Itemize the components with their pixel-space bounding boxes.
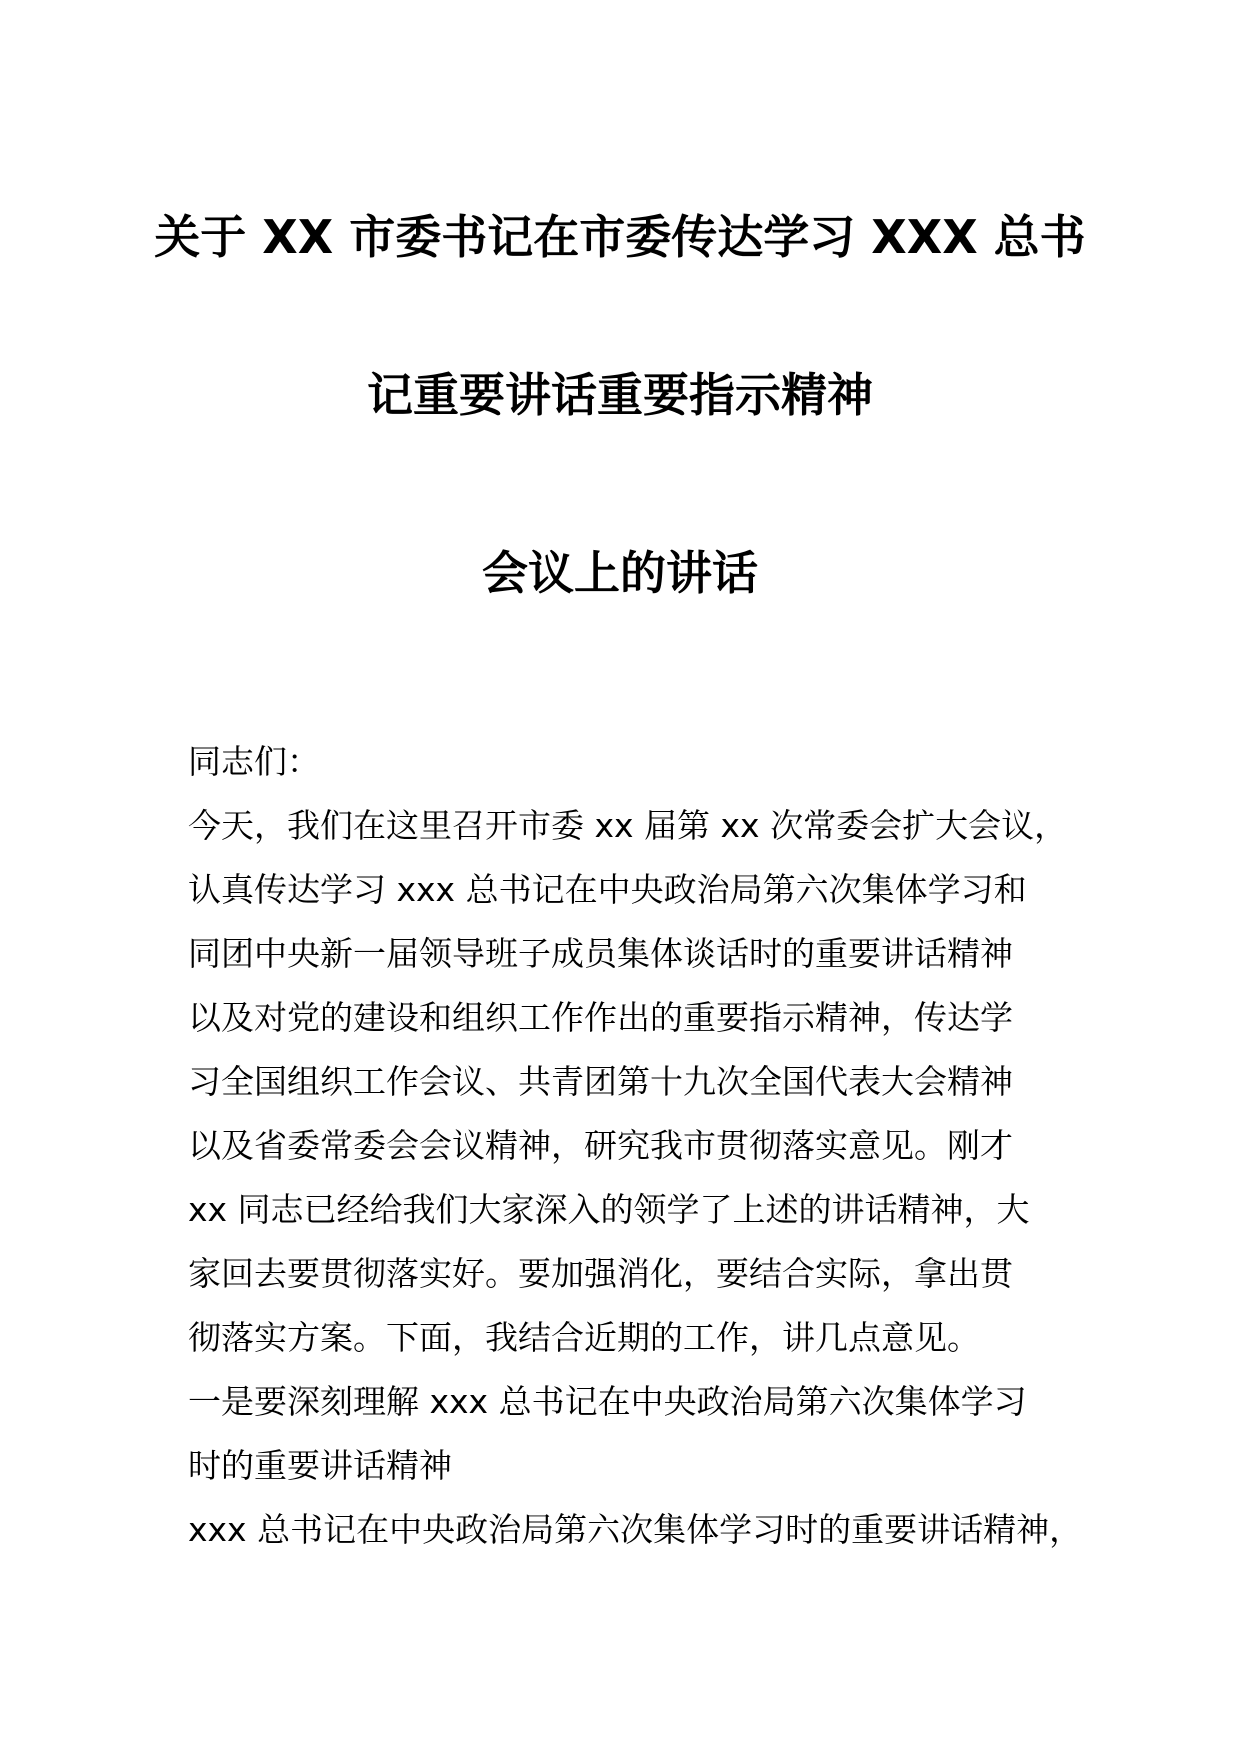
body-line-10: 一是要深刻理解 xxx 总书记在中央政治局第六次集体学习 xyxy=(188,1382,1027,1421)
document-title-line-1: 关于 XX 市委书记在市委传达学习 XXX 总书 xyxy=(154,210,1086,264)
body-line-12: xxx 总书记在中央政治局第六次集体学习时的重要讲话精神， xyxy=(188,1510,1083,1549)
body-line-5: 习全国组织工作会议、共青团第十九次全国代表大会精神 xyxy=(188,1062,1013,1101)
body-line-11: 时的重要讲话精神 xyxy=(188,1446,452,1485)
body-line-8: 家回去要贯彻落实好。要加强消化，要结合实际，拿出贯 xyxy=(188,1254,1013,1293)
body-line-9: 彻落实方案。下面，我结合近期的工作，讲几点意见。 xyxy=(188,1318,980,1357)
body-line-1: 今天，我们在这里召开市委 xx 届第 xx 次常委会扩大会议， xyxy=(188,806,1068,845)
body-line-6: 以及省委常委会会议精神，研究我市贯彻落实意见。刚才 xyxy=(188,1126,1013,1165)
body-line-2: 认真传达学习 xxx 总书记在中央政治局第六次集体学习和 xyxy=(188,870,1027,909)
body-line-4: 以及对党的建设和组织工作作出的重要指示精神，传达学 xyxy=(188,998,1013,1037)
salutation: 同志们： xyxy=(188,742,320,781)
body-line-3: 同团中央新一届领导班子成员集体谈话时的重要讲话精神 xyxy=(188,934,1013,973)
document-title-line-3: 会议上的讲话 xyxy=(482,546,758,600)
document-title-line-2: 记重要讲话重要指示精神 xyxy=(367,368,873,422)
body-line-7: xx 同志已经给我们大家深入的领学了上述的讲话精神，大 xyxy=(188,1190,1030,1229)
